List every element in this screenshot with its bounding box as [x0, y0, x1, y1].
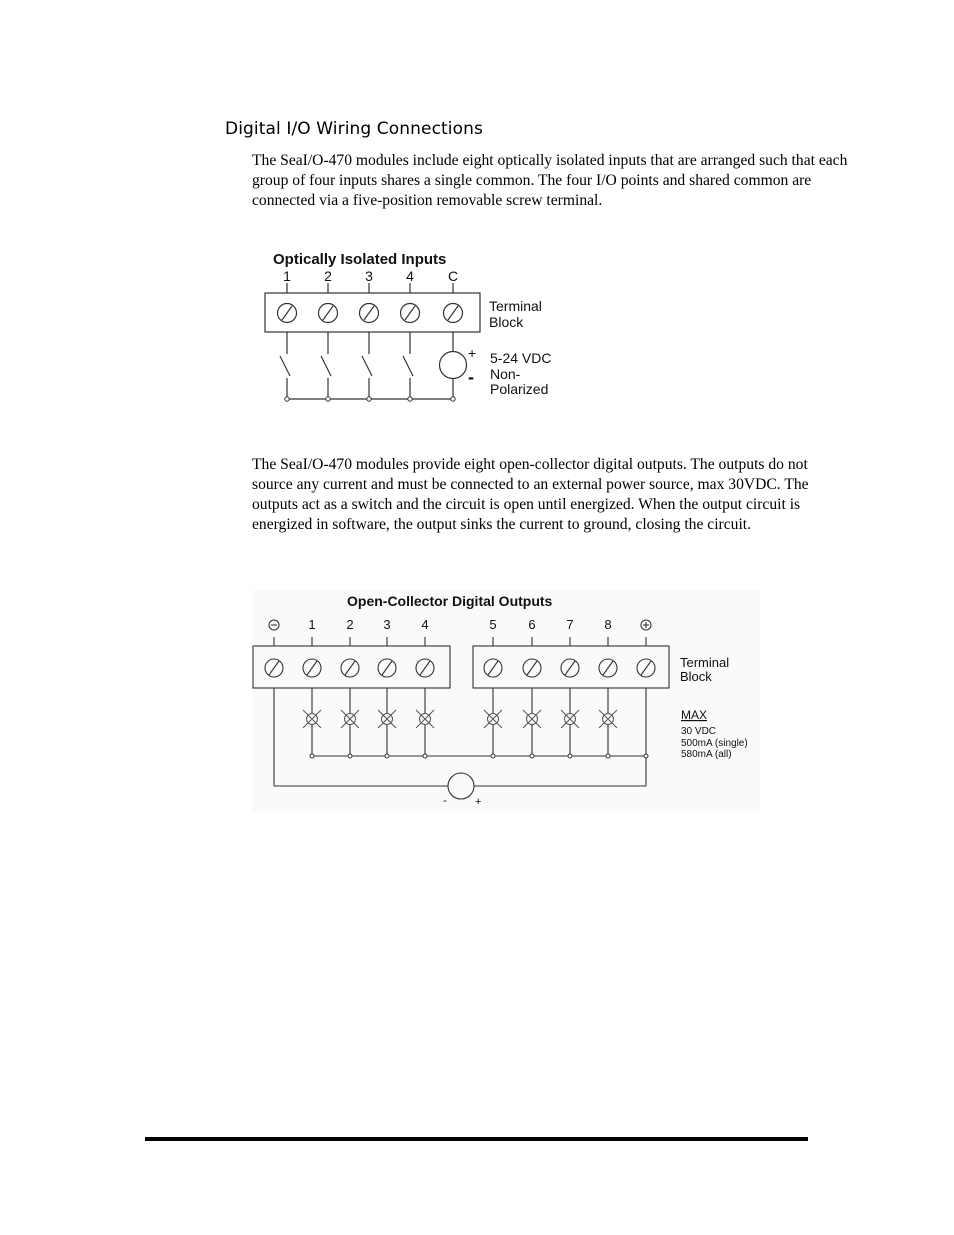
output-label-6: 6	[528, 617, 536, 632]
output-label-2: 2	[346, 617, 354, 632]
max-spec-line3: 580mA (all)	[681, 749, 732, 760]
power-supply-icon	[440, 352, 467, 379]
output-label-8: 8	[604, 617, 612, 632]
inputs-wiring-diagram	[262, 244, 562, 406]
supply-plus-sign: +	[468, 345, 477, 361]
outputs-wiring-diagram	[252, 590, 760, 812]
outputs-description: The SeaI/O-470 modules provide eight open-collector digital outputs. The outputs do not source any current and must be connected to an external power source, max 30VDC. The outputs act as a switch and the circuit is open until energized. When the output circuit is energized in software, the output sinks the current to ground, closing the circuit.	[252, 456, 809, 533]
terminal-label-2: 2	[324, 268, 332, 284]
max-spec-line1: 30 VDC	[681, 726, 717, 737]
terminal-block-label-line2: Block	[489, 314, 524, 330]
supply-plus-label: +	[475, 796, 482, 808]
outputs-diagram-title: Open-Collector Digital Outputs	[347, 593, 553, 609]
inputs-diagram-title: Optically Isolated Inputs	[273, 251, 447, 268]
terminal-block-label-line2: Block	[680, 669, 712, 684]
supply-minus-label: -	[443, 795, 447, 807]
output-label-3: 3	[383, 617, 391, 632]
max-heading: MAX	[681, 708, 708, 722]
terminal-label-3: 3	[365, 268, 373, 284]
terminal-block-label-line1: Terminal	[680, 655, 730, 670]
terminal-label-1: 1	[283, 268, 291, 284]
output-label-7: 7	[566, 617, 574, 632]
footer-rule	[145, 1137, 808, 1141]
power-spec-line2: Non-	[490, 366, 521, 382]
terminal-label-4: 4	[406, 268, 414, 284]
output-label-5: 5	[489, 617, 497, 632]
inputs-description: The SeaI/O-470 modules include eight optically isolated inputs that are arranged such that each group of four inputs shares a single common. The four I/O points and shared common are connected via a five-position removable screw terminal.	[252, 152, 848, 209]
supply-minus-sign: -	[468, 367, 474, 387]
terminal-block-label-line1: Terminal	[489, 298, 542, 314]
output-label-4: 4	[421, 617, 429, 632]
power-spec-line3: Polarized	[490, 381, 549, 397]
power-spec-line1: 5-24 VDC	[490, 350, 552, 366]
section-heading: Digital I/O Wiring Connections	[225, 119, 483, 139]
switch-icon	[280, 332, 290, 399]
input-terminal-numbers	[283, 268, 458, 284]
switch-icon	[403, 332, 413, 399]
switch-icon	[362, 332, 372, 399]
terminal-label-common: C	[447, 268, 459, 284]
input-terminal-block	[265, 293, 480, 332]
max-spec-line2: 500mA (single)	[681, 738, 748, 749]
power-supply-icon	[448, 773, 474, 799]
switch-icon	[321, 332, 331, 399]
output-label-1: 1	[308, 617, 316, 632]
